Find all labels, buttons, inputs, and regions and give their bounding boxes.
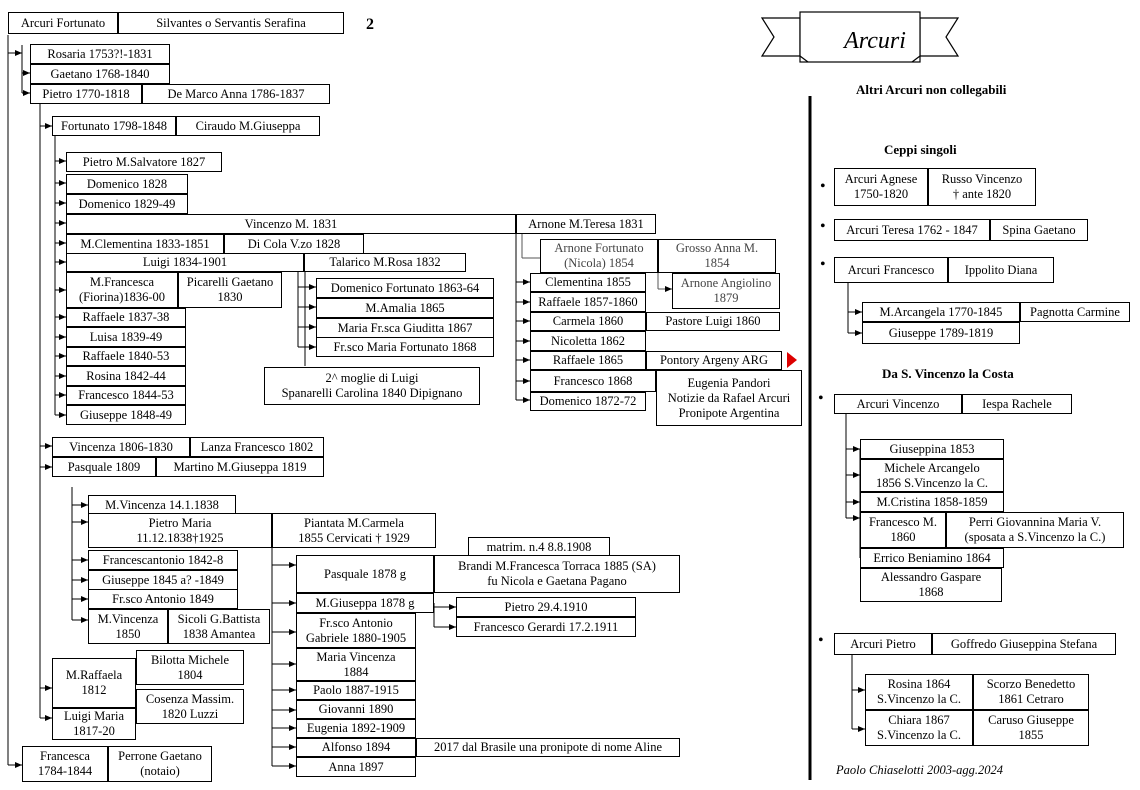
bullet-marker: •: [820, 218, 826, 235]
person-box-line: 1868: [918, 585, 944, 599]
person-box-vincenzo: [66, 214, 516, 234]
person-box-line: Fortunato 1798-1848: [61, 118, 167, 133]
person-box-apietro-sp: [932, 633, 1116, 655]
person-box-line: 1855 Cervicati † 1929: [298, 530, 410, 545]
person-box-francesca: [22, 746, 108, 782]
person-box-line: Francesco 1868: [553, 373, 633, 388]
person-box-line: Scorzo Benedetto: [986, 677, 1076, 691]
person-box-root: [8, 12, 118, 34]
person-box-line: 1855: [1018, 728, 1044, 742]
person-box-line: 1784-1844: [37, 764, 93, 778]
person-box-line: † ante 1820: [952, 187, 1012, 201]
person-box-franm-sp: [946, 512, 1124, 548]
person-box-luisa: [66, 327, 186, 347]
person-box-raff1865-sp: [646, 351, 782, 370]
person-box-fran1868: [530, 370, 656, 392]
person-box-cosenza: [136, 689, 244, 724]
person-box-rosina: [66, 366, 186, 386]
person-box-teresa-sp: [990, 219, 1088, 241]
person-box-line: Eugenia Pandori: [687, 375, 771, 390]
person-box-afran-sp: [948, 257, 1054, 283]
person-box-line: Arnone Fortunato: [554, 241, 644, 255]
person-box-mclem: [66, 234, 224, 254]
person-box-vincenzo-sp: [516, 214, 656, 234]
person-box-aless: [860, 568, 1002, 602]
person-box-line: 1884: [343, 664, 369, 679]
bullet-marker: •: [818, 632, 824, 649]
person-box-line: Fr.sco Antonio: [319, 615, 393, 630]
person-box-line: Goffredo Giuseppina Stefana: [950, 636, 1098, 651]
person-box-line: Arcuri Fortunato: [20, 15, 106, 30]
person-box-raff1857: [530, 292, 646, 312]
person-box-line: M.Arcangela 1770-1845: [879, 304, 1003, 319]
person-box-line: Arcuri Pietro: [850, 636, 916, 651]
person-box-pasq1809-sp: [156, 457, 324, 477]
person-box-marc: [862, 302, 1020, 322]
person-box-line: (sposata a S.Vincenzo la C.): [964, 530, 1106, 544]
person-box-frcant: [88, 550, 238, 570]
person-box-line: matrim. n.4 8.8.1908: [486, 539, 592, 554]
person-box-line: 1804: [177, 667, 203, 682]
person-box-mamalia: [316, 298, 494, 318]
person-box-frsco1868: [316, 337, 494, 357]
person-box-moglie2: [264, 367, 480, 405]
person-box-alfonso-note: [416, 738, 680, 757]
person-box-line: Cosenza Massim.: [145, 691, 235, 706]
person-box-line: Michele Arcangelo: [884, 460, 980, 475]
person-box-line: Maria Vincenza: [316, 649, 396, 664]
person-box-line: Fr.sco Maria Fortunato 1868: [333, 339, 477, 354]
person-box-line: M.Francesca: [89, 275, 155, 289]
person-box-arnone-f: [540, 239, 658, 273]
person-box-line: Pasquale 1809: [67, 459, 141, 474]
person-box-line: 1860: [890, 530, 916, 544]
person-box-arnone-f-sp: [658, 239, 776, 273]
person-box-mcris: [860, 492, 1004, 512]
person-box-fortunato: [52, 116, 176, 136]
person-box-line: Francesca: [40, 749, 90, 763]
person-box-line: 1812: [81, 683, 107, 697]
person-box-frant1849: [88, 589, 238, 609]
person-box-raff1865: [530, 351, 646, 370]
person-box-line: Giuseppe 1848-49: [80, 407, 172, 422]
person-box-gerardi: [456, 617, 636, 637]
person-box-franm: [860, 512, 946, 548]
person-box-rosaria: [30, 44, 170, 64]
person-box-line: 1820 Luzzi: [161, 706, 219, 721]
person-box-line: 1817-20: [73, 724, 115, 738]
person-box-line: Francesco 1844-53: [78, 388, 174, 402]
person-box-dom1828: [66, 174, 188, 194]
bullet-marker: •: [818, 390, 824, 407]
person-box-line: 1879: [713, 291, 739, 305]
person-box-mvinc1838: [88, 495, 236, 515]
person-box-line: 2017 dal Brasile una pronipote di nome Aline: [433, 740, 663, 754]
person-box-agnese: [834, 168, 928, 206]
person-box-line: Vincenza 1806-1830: [69, 439, 173, 454]
person-box-frant1880: [296, 613, 416, 648]
person-box-line: S.Vincenzo la C.: [877, 728, 961, 742]
person-box-pasq1809: [52, 457, 156, 477]
person-box-mfran-sp: [178, 272, 282, 308]
person-box-line: Pasquale 1878 g: [324, 566, 406, 581]
person-box-line: 1856 S.Vincenzo la C.: [875, 475, 989, 490]
person-box-line: Giovanni 1890: [318, 702, 394, 716]
person-box-line: fu Nicola e Gaetana Pagano: [487, 574, 627, 588]
person-box-line: 1830: [217, 290, 243, 304]
person-box-line: Brandi M.Francesca Torraca 1885 (SA): [458, 559, 656, 573]
person-box-giovanni: [296, 700, 416, 719]
person-box-line: M.Raffaela: [65, 668, 123, 682]
person-box-line: Raffaele 1840-53: [82, 349, 170, 363]
person-box-line: Giuseppe 1845 a? -1849: [102, 572, 224, 587]
person-box-line: Spanarelli Carolina 1840 Dipignano: [281, 386, 463, 400]
person-box-line: Ciraudo M.Giuseppa: [195, 118, 301, 133]
person-box-fran1844: [66, 386, 186, 405]
person-box-line: Luigi Maria: [63, 709, 125, 723]
person-box-pasq1878-sp: [434, 555, 680, 593]
person-box-line: Caruso Giuseppe: [988, 713, 1074, 727]
person-box-luigi: [66, 253, 304, 272]
bullet-marker: •: [820, 256, 826, 273]
person-box-line: Lanza Francesco 1802: [200, 439, 314, 454]
person-box-mvinc1850-sp: [168, 609, 270, 644]
person-box-line: 1854: [704, 256, 730, 270]
person-box-chiara: [865, 710, 973, 746]
person-box-line: Gaetano 1768-1840: [50, 66, 150, 81]
person-box-afran: [834, 257, 948, 283]
person-box-line: Rosaria 1753?!-1831: [47, 46, 153, 61]
person-box-line: M.Vincenza: [97, 611, 159, 626]
person-box-clem1855: [530, 273, 646, 292]
person-box-root-sp: [118, 12, 344, 34]
person-box-line: Alfonso 1894: [321, 740, 391, 754]
person-box-line: Errico Beniamino 1864: [873, 550, 991, 565]
person-box-line: Iespa Rachele: [982, 396, 1052, 411]
person-box-line: Martino M.Giuseppa 1819: [173, 459, 307, 474]
person-box-paolo: [296, 681, 416, 700]
person-box-line: Raffaele 1837-38: [82, 310, 170, 324]
person-box-line: (Fiorina)1836-00: [78, 290, 166, 304]
person-box-mclem-sp: [224, 234, 364, 254]
person-box-dom1863: [316, 278, 494, 298]
person-box-carm-sp: [646, 312, 780, 331]
person-box-line: 1750-1820: [853, 187, 909, 201]
person-box-line: 1838 Amantea: [182, 626, 256, 641]
person-box-line: Raffaele 1857-1860: [538, 294, 638, 309]
section-s-vincenzo: Da S. Vincenzo la Costa: [882, 366, 1014, 381]
author-credit: Paolo Chiaselotti 2003-agg.2024: [836, 763, 1004, 777]
person-box-rosina1864: [865, 674, 973, 710]
section-ceppi-singoli: Ceppi singoli: [884, 142, 957, 157]
person-box-agnese-sp: [928, 168, 1036, 206]
person-box-line: Anna 1897: [328, 759, 384, 774]
page-number: 2: [366, 16, 374, 33]
person-box-line: Sicoli G.Battista: [177, 611, 261, 626]
person-box-line: (notaio): [140, 764, 180, 778]
person-box-dom1829: [66, 194, 188, 214]
person-box-vinc1806: [52, 437, 190, 457]
person-box-line: Pietro M.Salvatore 1827: [82, 154, 206, 169]
person-box-line: 1861 Cetraro: [998, 692, 1064, 706]
person-box-line: 11.12.1838†1925: [136, 530, 224, 545]
person-box-gius1845: [88, 570, 238, 590]
person-box-mfran: [66, 272, 178, 308]
person-box-line: M.Giuseppa 1878 g: [315, 595, 415, 610]
person-box-mvinc1884: [296, 648, 416, 681]
red-arrow-icon: [787, 352, 797, 368]
person-box-line: Vincenzo M. 1831: [244, 216, 338, 231]
person-box-line: Francescantonio 1842-8: [102, 552, 224, 567]
person-box-line: M.Vincenza 14.1.1838: [105, 497, 219, 512]
person-box-line: Di Cola V.zo 1828: [247, 236, 341, 251]
person-box-line: Spina Gaetano: [1002, 222, 1076, 237]
person-box-line: Pietro 1770-1818: [42, 86, 130, 101]
person-box-nico1862: [530, 331, 646, 351]
person-box-line: Piantata M.Carmela: [304, 515, 404, 530]
person-box-line: Rosina 1864: [887, 677, 951, 691]
person-box-line: Raffaele 1865: [552, 353, 624, 367]
person-box-line: Picarelli Gaetano: [186, 275, 274, 289]
person-box-giusep1853: [860, 439, 1004, 459]
person-box-pietro-sp: [142, 84, 330, 104]
person-box-eugenia1892: [296, 719, 416, 738]
person-box-line: Francesco Gerardi 17.2.1911: [473, 619, 619, 634]
person-box-line: Arcuri Teresa 1762 - 1847: [846, 222, 978, 237]
person-box-pietro-ms: [66, 152, 222, 172]
person-box-teresa: [834, 219, 990, 241]
person-box-pietro1910: [456, 597, 636, 617]
person-box-vinc1806-sp: [190, 437, 324, 457]
person-box-apietro: [834, 633, 932, 655]
person-box-line: Giuseppina 1853: [889, 441, 975, 456]
person-box-line: Arnone Angiolino: [680, 276, 772, 290]
person-box-pasq1878: [296, 555, 434, 593]
banner-title: Arcuri: [844, 28, 906, 54]
person-box-line: Gabriele 1880-1905: [305, 630, 407, 645]
person-box-line: Pronipote Argentina: [678, 405, 780, 420]
person-box-gius1789: [862, 322, 1020, 344]
person-box-gaetano: [30, 64, 170, 84]
person-box-pietro-maria-sp: [272, 513, 436, 548]
person-box-line: Talarico M.Rosa 1832: [329, 255, 441, 269]
right-heading: Altri Arcuri non collegabili: [856, 82, 1007, 97]
person-box-line: Fr.sco Antonio 1849: [112, 591, 214, 606]
person-box-line: Maria Fr.sca Giuditta 1867: [337, 320, 473, 335]
person-box-raff1837: [66, 308, 186, 327]
person-box-pietro: [30, 84, 142, 104]
person-box-line: Eugenia 1892-1909: [306, 721, 406, 735]
person-box-francesca-sp: [108, 746, 212, 782]
person-box-raff1840: [66, 347, 186, 366]
person-box-pietro-maria: [88, 513, 272, 548]
person-box-errico: [860, 548, 1004, 568]
bullet-marker: •: [820, 178, 826, 195]
person-box-line: Domenico Fortunato 1863-64: [330, 280, 480, 295]
person-box-line: Silvantes o Servantis Serafina: [156, 15, 306, 30]
person-box-line: Domenico 1829-49: [78, 196, 176, 211]
person-box-line: M.Clementina 1833-1851: [80, 236, 210, 251]
person-box-mariafr: [316, 318, 494, 338]
person-box-mraff: [52, 658, 136, 708]
person-box-line: Arnone M.Teresa 1831: [528, 216, 644, 231]
person-box-dom1872: [530, 392, 646, 411]
person-box-line: 2^ moglie di Luigi: [325, 371, 419, 385]
person-box-line: Domenico 1828: [86, 176, 168, 191]
person-box-line: Bilotta Michele: [150, 652, 230, 667]
person-box-mvinc1850: [88, 609, 168, 644]
person-box-alfonso: [296, 738, 416, 757]
person-box-chiara-sp: [973, 710, 1089, 746]
person-box-line: Arcuri Vincenzo: [856, 396, 940, 411]
person-box-line: Francesco M.: [868, 515, 938, 529]
person-box-rosina1864-sp: [973, 674, 1089, 710]
person-box-line: Paolo 1887-1915: [313, 683, 399, 697]
person-box-line: Luigi 1834-1901: [142, 255, 228, 269]
person-box-line: Russo Vincenzo: [941, 172, 1023, 186]
person-box-luigi-maria: [52, 708, 136, 740]
person-box-line: (Nicola) 1854: [564, 256, 634, 270]
person-box-anna: [296, 757, 416, 777]
person-box-carm1860: [530, 312, 646, 331]
person-box-line: Chiara 1867: [888, 713, 950, 727]
person-box-line: Pietro 29.4.1910: [504, 599, 588, 614]
person-box-line: Domenico 1872-72: [539, 394, 637, 408]
person-box-eugenia-note: [656, 370, 802, 426]
person-box-line: Giuseppe 1789-1819: [888, 325, 994, 340]
person-box-marc-sp: [1020, 302, 1130, 322]
person-box-line: Notizie da Rafael Arcuri: [667, 390, 791, 405]
person-box-line: M.Amalia 1865: [365, 300, 445, 315]
person-box-luigi-sp: [304, 253, 466, 272]
person-box-line: Perri Giovannina Maria V.: [968, 515, 1102, 529]
person-box-line: Carmela 1860: [552, 314, 624, 328]
person-box-bilotta: [136, 650, 244, 685]
person-box-line: Ippolito Diana: [964, 262, 1038, 277]
person-box-line: Pagnotta Carmine: [1030, 304, 1120, 319]
person-box-avinc-sp: [962, 394, 1072, 414]
person-box-line: Arcuri Agnese: [844, 172, 918, 186]
person-box-line: Perrone Gaetano: [118, 749, 202, 763]
person-box-line: Grosso Anna M.: [675, 241, 759, 255]
person-box-line: Nicoletta 1862: [551, 333, 625, 348]
person-box-matrim: [468, 537, 610, 557]
person-box-line: Clementina 1855: [545, 275, 631, 289]
person-box-mgius1878: [296, 593, 434, 613]
person-box-arnone-a: [672, 273, 780, 309]
person-box-line: Arcuri Francesco: [847, 262, 935, 277]
person-box-line: Pontory Argeny ARG: [659, 353, 769, 367]
person-box-line: Pietro Maria: [148, 515, 212, 530]
person-box-line: 1850: [115, 626, 141, 641]
person-box-line: Luisa 1839-49: [89, 329, 163, 344]
person-box-avinc: [834, 394, 962, 414]
person-box-fortunato-sp: [176, 116, 320, 136]
person-box-line: De Marco Anna 1786-1837: [167, 86, 305, 101]
person-box-line: Alessandro Gaspare: [880, 570, 982, 584]
person-box-line: S.Vincenzo la C.: [877, 692, 961, 706]
person-box-mich: [860, 459, 1004, 492]
person-box-line: M.Cristina 1858-1859: [876, 494, 988, 509]
person-box-gius1848: [66, 405, 186, 425]
person-box-line: Pastore Luigi 1860: [665, 314, 761, 328]
person-box-line: Rosina 1842-44: [86, 368, 166, 383]
